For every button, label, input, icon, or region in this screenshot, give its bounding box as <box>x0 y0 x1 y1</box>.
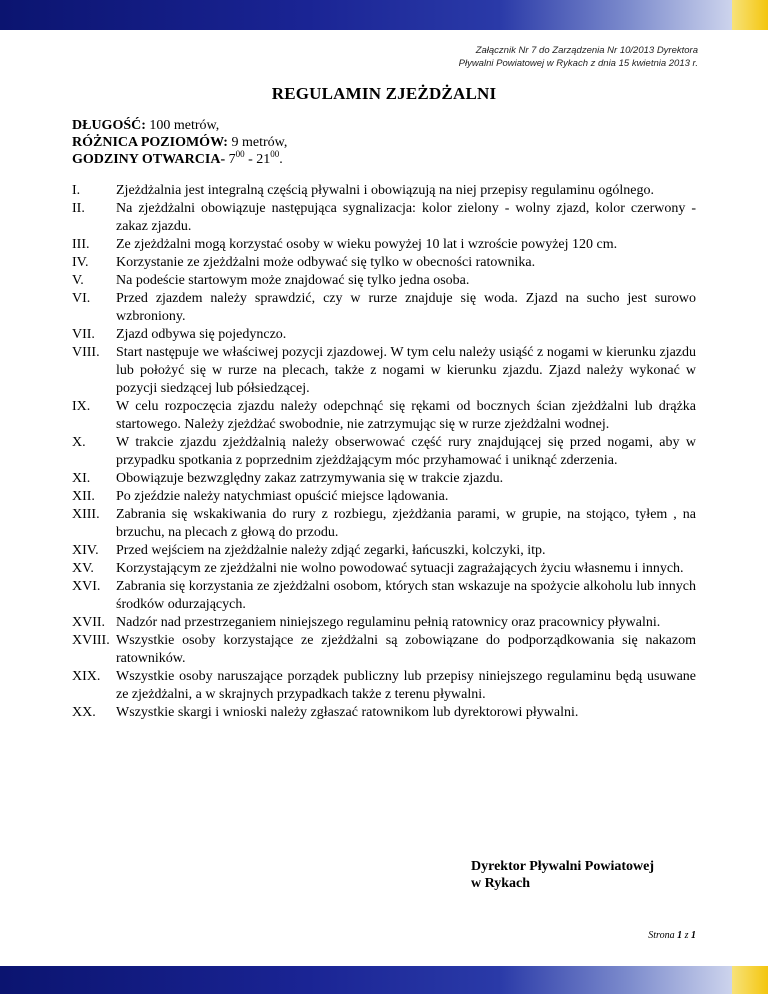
rule-text: Korzystającym ze zjeżdżalni nie wolno powodować sytuacji zagrażających życiu własnemu i innych. <box>116 561 684 576</box>
rule-item <box>72 236 696 254</box>
slide-specs <box>72 117 287 168</box>
spec-hours-from: 7 <box>225 152 236 167</box>
rule-number: XIII. <box>72 507 100 522</box>
spec-length-value: 100 metrów, <box>145 118 220 133</box>
rule-number: XVII. <box>72 615 106 630</box>
signature-block <box>471 858 654 892</box>
rule-item <box>72 182 696 200</box>
rule-number: XII. <box>72 489 95 504</box>
rule-item <box>72 668 696 704</box>
rule-text: Na zjeżdżalni obowiązuje następująca sygnalizacja: kolor zielony - wolny zjazd, kolor czerwony - zakaz zjazdu. <box>116 201 696 234</box>
rules-list <box>72 182 696 722</box>
page-label: Strona <box>648 930 678 941</box>
spec-hours-to-minutes: 00 <box>270 149 280 159</box>
spec-levels <box>72 134 287 151</box>
rule-text: Przed zjazdem należy sprawdzić, czy w rurze znajduje się woda. Zjazd na sucho jest surowo wzbroniony. <box>116 291 696 324</box>
rule-number: V. <box>72 273 84 288</box>
rule-number: VI. <box>72 291 91 306</box>
rule-text: Ze zjeżdżalni mogą korzystać osoby w wieku powyżej 10 lat i wzroście powyżej 120 cm. <box>116 237 618 252</box>
spec-hours-label: GODZINY OTWARCIA- <box>72 152 226 167</box>
rule-item <box>72 290 696 326</box>
rule-number: I. <box>72 183 81 198</box>
page-current: 1 <box>677 930 683 941</box>
rule-text: Zabrania się korzystania ze zjeżdżalni osobom, których stan wskazuje na spożycie alkoholu lub innych środków odurzających. <box>116 579 696 612</box>
rule-item <box>72 254 696 272</box>
rule-number: VIII. <box>72 345 100 360</box>
spec-length-label: DŁUGOŚĆ: <box>72 118 146 133</box>
rule-item <box>72 632 696 668</box>
rule-text: Zjeżdżalnia jest integralną częścią pływalni i obowiązują na niej przepisy regulaminu ogólnego. <box>116 183 655 198</box>
rule-text: Wszystkie osoby korzystające ze zjeżdżalni są zobowiązane do podporządkowania się nakazom ratowników. <box>116 633 696 666</box>
rule-number: XVI. <box>72 579 101 594</box>
signature-line-1: Dyrektor Pływalni Powiatowej <box>471 859 655 874</box>
rule-number: XIX. <box>72 669 101 684</box>
rule-item <box>72 434 696 470</box>
header-line-2: Pływalni Powiatowej w Rykach z dnia 15 kwietnia 2013 r. <box>458 58 698 69</box>
rule-text: Wszystkie osoby naruszające porządek publiczny lub przepisy niniejszego regulaminu będą usuwane ze zjeżdżalni, a w skrajnych przypadkach także z terenu pływalni. <box>116 669 696 702</box>
page-total: 1 <box>691 930 696 941</box>
spec-levels-label: RÓŻNICA POZIOMÓW: <box>72 135 228 150</box>
top-band-accent <box>732 0 768 30</box>
spec-levels-value: 9 metrów, <box>227 135 288 150</box>
rule-text: Zjazd odbywa się pojedynczo. <box>116 327 287 342</box>
rule-number: XX. <box>72 705 96 720</box>
rule-item <box>72 344 696 398</box>
spec-hours-from-minutes: 00 <box>235 149 245 159</box>
rule-text: Nadzór nad przestrzeganiem niniejszego regulaminu pełnią ratownicy oraz pracownicy pływalni. <box>116 615 661 630</box>
rule-item <box>72 488 696 506</box>
top-decorative-band <box>0 0 768 30</box>
rule-number: IV. <box>72 255 89 270</box>
rule-item <box>72 470 696 488</box>
signature-line-2: w Rykach <box>471 876 531 891</box>
rule-item <box>72 614 696 632</box>
document-header <box>298 44 698 70</box>
spec-hours-end: . <box>279 152 283 167</box>
rule-number: XV. <box>72 561 94 576</box>
rule-text: Na podeście startowym może znajdować się tylko jedna osoba. <box>116 273 470 288</box>
bottom-decorative-band <box>0 966 768 994</box>
rule-number: II. <box>72 201 85 216</box>
rule-item <box>72 398 696 434</box>
rule-item <box>72 272 696 290</box>
rule-text: Przed wejściem na zjeżdżalnie należy zdjąć zegarki, łańcuszki, kolczyki, itp. <box>116 543 546 558</box>
rule-text: Obowiązuje bezwzględny zakaz zatrzymywania się w trakcie zjazdu. <box>116 471 504 486</box>
rule-text: Wszystkie skargi i wnioski należy zgłaszać ratownikom lub dyrektorowi pływalni. <box>116 705 579 720</box>
header-line-1: Załącznik Nr 7 do Zarządzenia Nr 10/2013 Dyrektora <box>475 45 698 56</box>
rule-item <box>72 506 696 542</box>
rule-number: XVIII. <box>72 633 110 648</box>
spec-hours <box>72 151 287 168</box>
rule-item <box>72 326 696 344</box>
rule-item <box>72 560 696 578</box>
page-separator: z <box>682 930 691 941</box>
page-number <box>648 930 696 941</box>
rule-number: XIV. <box>72 543 99 558</box>
rule-item <box>72 200 696 236</box>
rule-text: Korzystanie ze zjeżdżalni może odbywać się tylko w obecności ratownika. <box>116 255 536 270</box>
rule-number: III. <box>72 237 90 252</box>
rule-text: W celu rozpoczęcia zjazdu należy odepchnąć się rękami od bocznych ścian zjeżdżalni lub drążka startowego. Należy zjeżdżać swobodnie, nie zatrzymując się w rurze zjeżdżalni wodnej. <box>116 399 696 432</box>
rule-text: Po zjeździe należy natychmiast opuścić miejsce lądowania. <box>116 489 449 504</box>
bottom-band-accent <box>732 966 768 994</box>
rule-number: IX. <box>72 399 91 414</box>
rule-item <box>72 704 696 722</box>
rule-text: W trakcie zjazdu zjeżdżalnią należy obserwować część rury znajdującej się przed nogami, aby w przypadku spotkania z poprzednim zjeżdżającym móc przyhamować i uniknąć zderzenia. <box>116 435 696 468</box>
rule-text: Zabrania się wskakiwania do rury z rozbiegu, zjeżdżania parami, w grupie, na stojąco, tyłem , na brzuchu, na plecach z głową do przodu. <box>116 507 696 540</box>
rule-text: Start następuje we właściwej pozycji zjazdowej. W tym celu należy usiąść z nogami w kierunku zjazdu lub położyć się w rurze na plecach, także z nogami w kierunku zjazdu. Zjazd należy wykonać w pozycji siedzącej lub półsiedzącej. <box>116 345 696 396</box>
spec-hours-separator: - 21 <box>244 152 271 167</box>
rule-item <box>72 542 696 560</box>
document-title: REGULAMIN ZJEŻDŻALNI <box>271 84 497 103</box>
rule-number: XI. <box>72 471 91 486</box>
rule-number: VII. <box>72 327 95 342</box>
spec-length <box>72 117 287 134</box>
rule-item <box>72 578 696 614</box>
rule-number: X. <box>72 435 86 450</box>
